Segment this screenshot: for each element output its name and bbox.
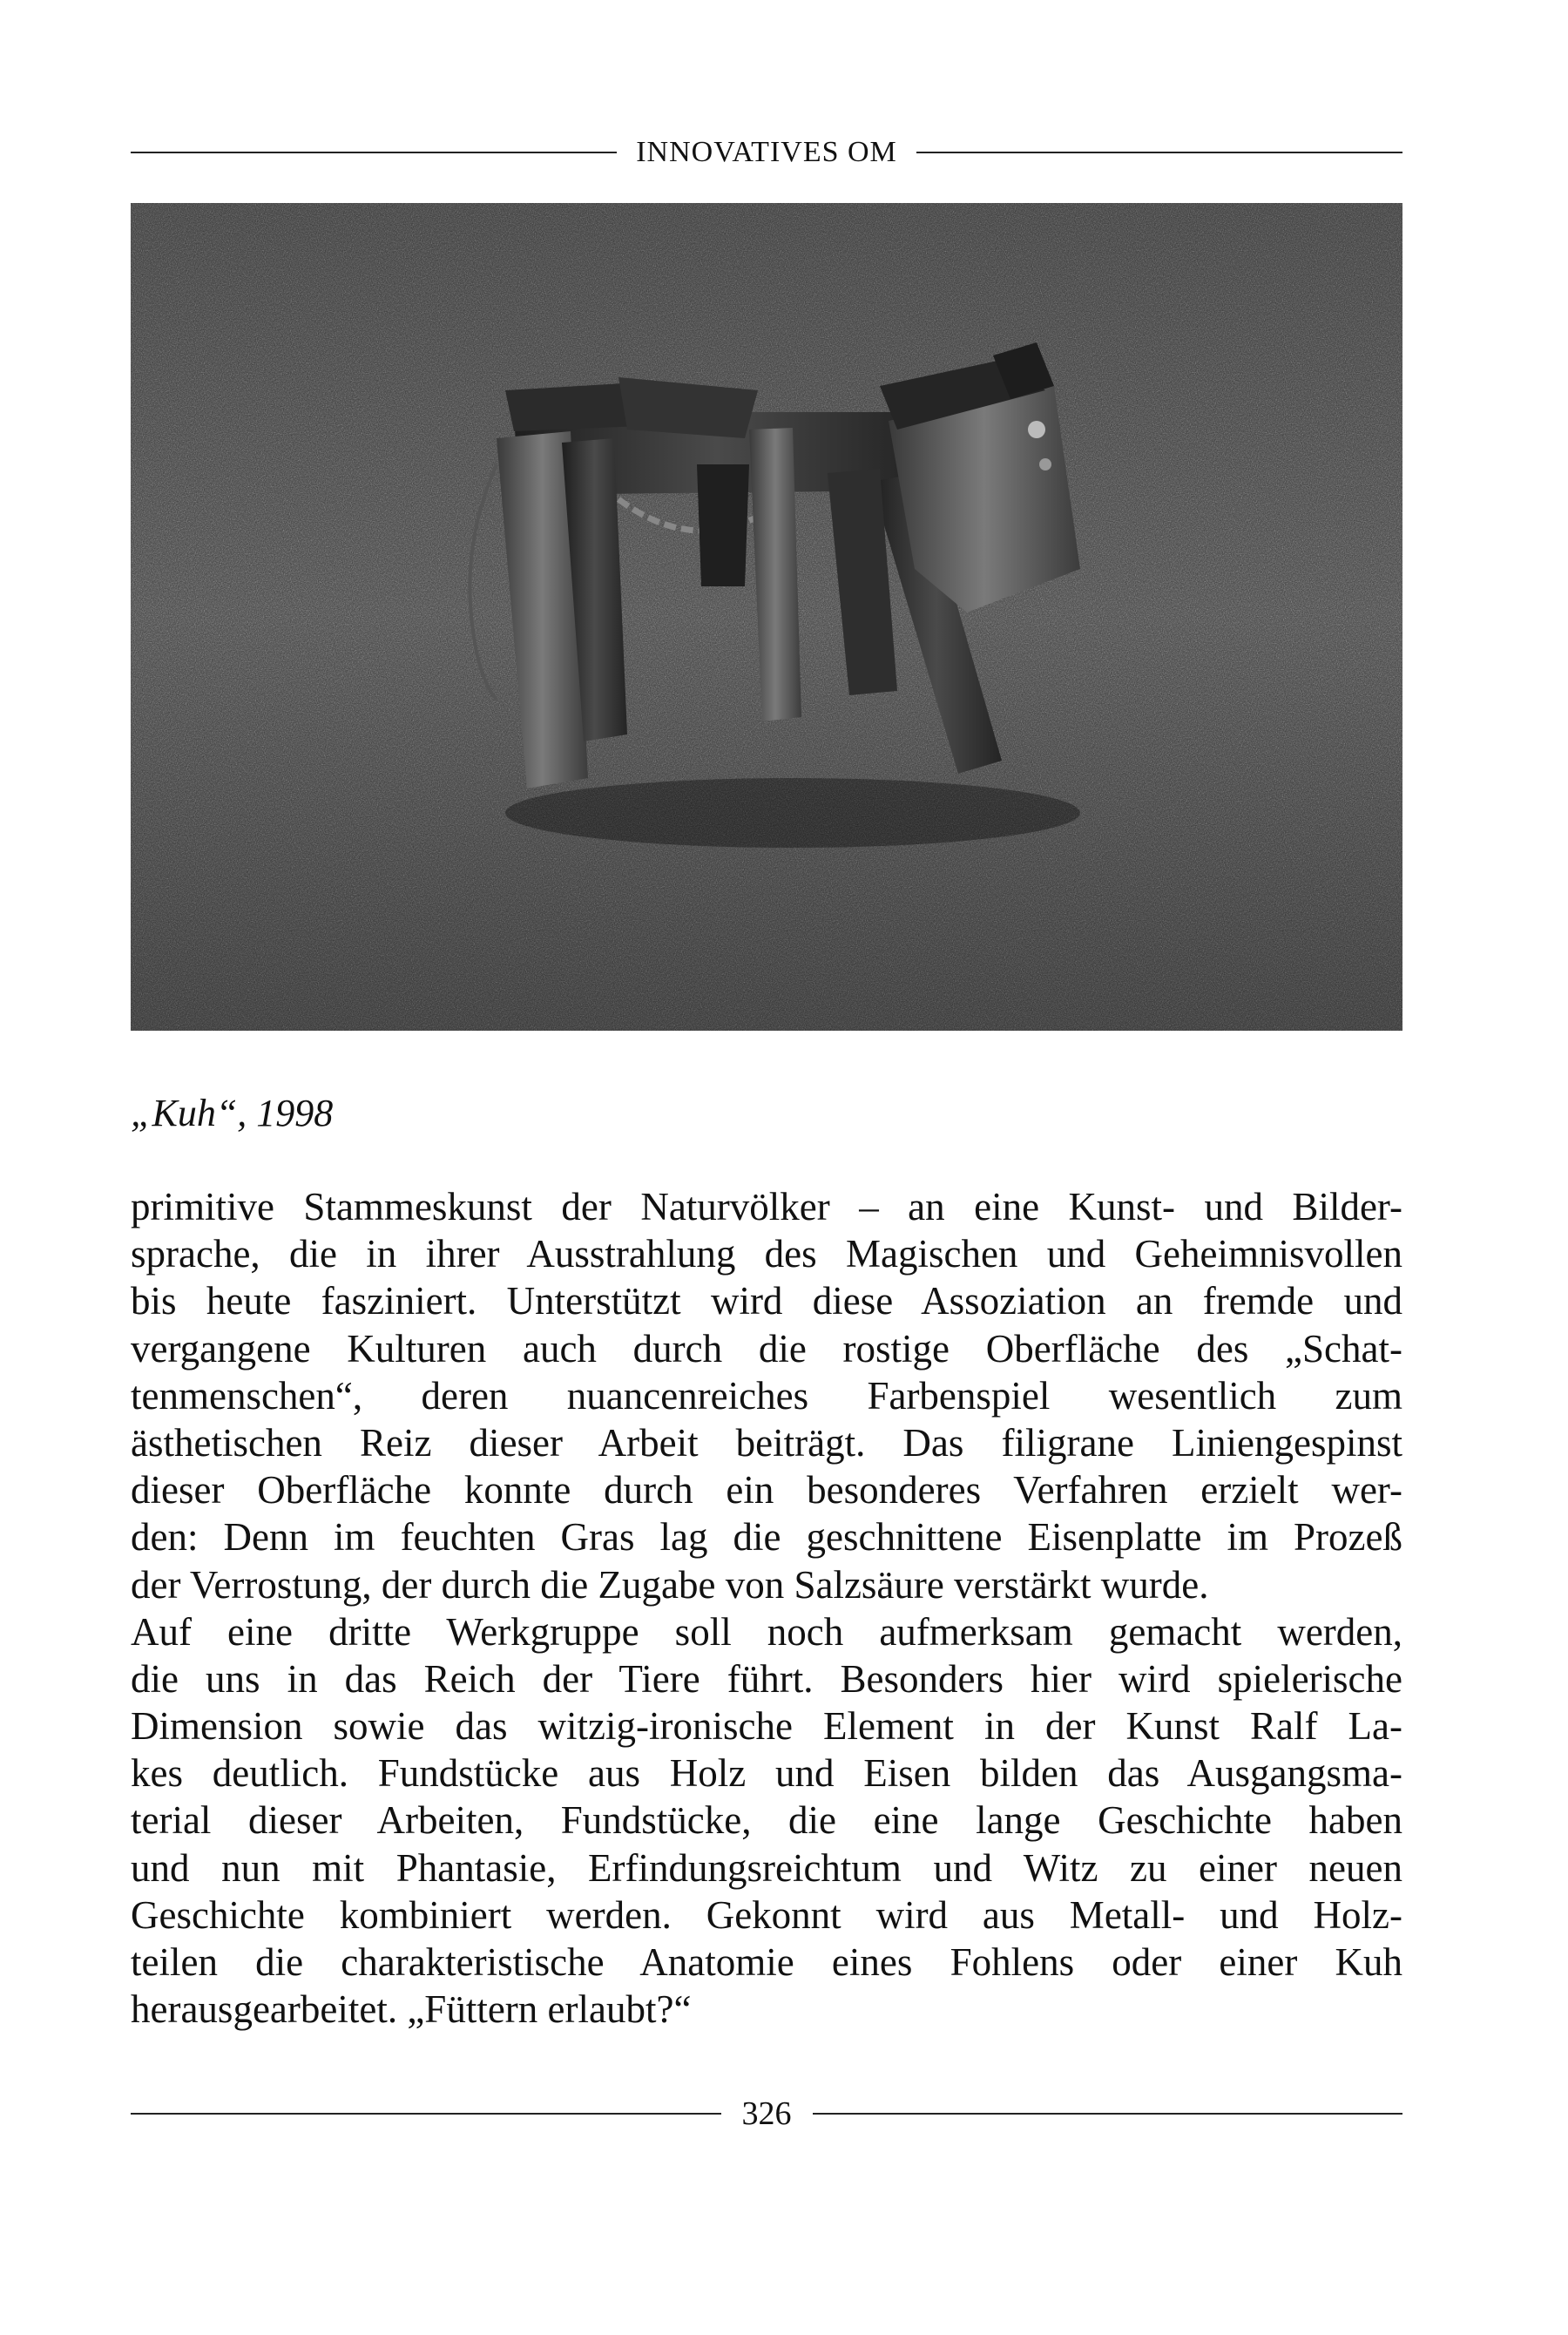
text-line: tenmenschen“, deren nuancenreiches Farbenspiel wesentlich zum (131, 1373, 1402, 1418)
text-line: die uns in das Reich der Tiere führt. Besonders hier wird spielerische (131, 1656, 1402, 1701)
text-line: Geschichte kombiniert werden. Gekonnt wird aus Metall- und Holz- (131, 1892, 1402, 1937)
text-line: der Verrostung, der durch die Zugabe von Salzsäure verstärkt wurde. (131, 1562, 1209, 1607)
page-number: 326 (741, 2095, 792, 2132)
text-line: teilen die charakteristische Anatomie eines Fohlens oder einer Kuh (131, 1940, 1402, 1984)
text-line: vergangene Kulturen auch durch die rostige Oberfläche des „Schat- (131, 1326, 1402, 1371)
text-line: Auf eine dritte Werkgruppe soll noch aufmerksam gemacht werden, (131, 1609, 1402, 1654)
text-line: Dimension sowie das witzig-ironische Element in der Kunst Ralf La- (131, 1704, 1402, 1749)
text-line: herausgearbeitet. „Füttern erlaubt?“ (131, 1987, 692, 2032)
body-paragraph (131, 1183, 1402, 2033)
running-header (131, 131, 1402, 174)
figure-caption: „Kuh“, 1998 (131, 1092, 334, 1134)
text-line: ästhetischen Reiz dieser Arbeit beiträgt. Das filigrane Liniengespinst (131, 1420, 1402, 1465)
text-line: und nun mit Phantasie, Erfindungsreichtum und Witz zu einer neuen (131, 1845, 1402, 1890)
text-line: bis heute fasziniert. Unterstützt wird diese Assoziation an fremde und (131, 1279, 1402, 1323)
text-line: den: Denn im feuchten Gras lag die geschnittene Eisenplatte im Prozeß (131, 1515, 1402, 1560)
text-line: terial dieser Arbeiten, Fundstücke, die eine lange Geschichte haben (131, 1798, 1402, 1843)
footer-rule-left (131, 2113, 721, 2115)
header-rule-right (916, 152, 1402, 153)
header-rule-left (131, 152, 617, 153)
text-line: sprache, die in ihrer Ausstrahlung des Magischen und Geheimnisvollen (131, 1232, 1402, 1276)
text-line: kes deutlich. Fundstücke aus Holz und Eisen bilden das Ausgangsma- (131, 1751, 1402, 1796)
text-line: primitive Stammeskunst der Naturvölker – an eine Kunst- und Bilder- (131, 1185, 1402, 1228)
sculpture-photo (131, 203, 1402, 1031)
running-title: INNOVATIVES OM (636, 136, 897, 168)
footer-rule-right (813, 2113, 1403, 2115)
page-footer (131, 2089, 1402, 2138)
text-line: dieser Oberfläche konnte durch ein besonderes Verfahren erzielt wer- (131, 1468, 1402, 1513)
cow-sculpture-image (131, 203, 1402, 1031)
